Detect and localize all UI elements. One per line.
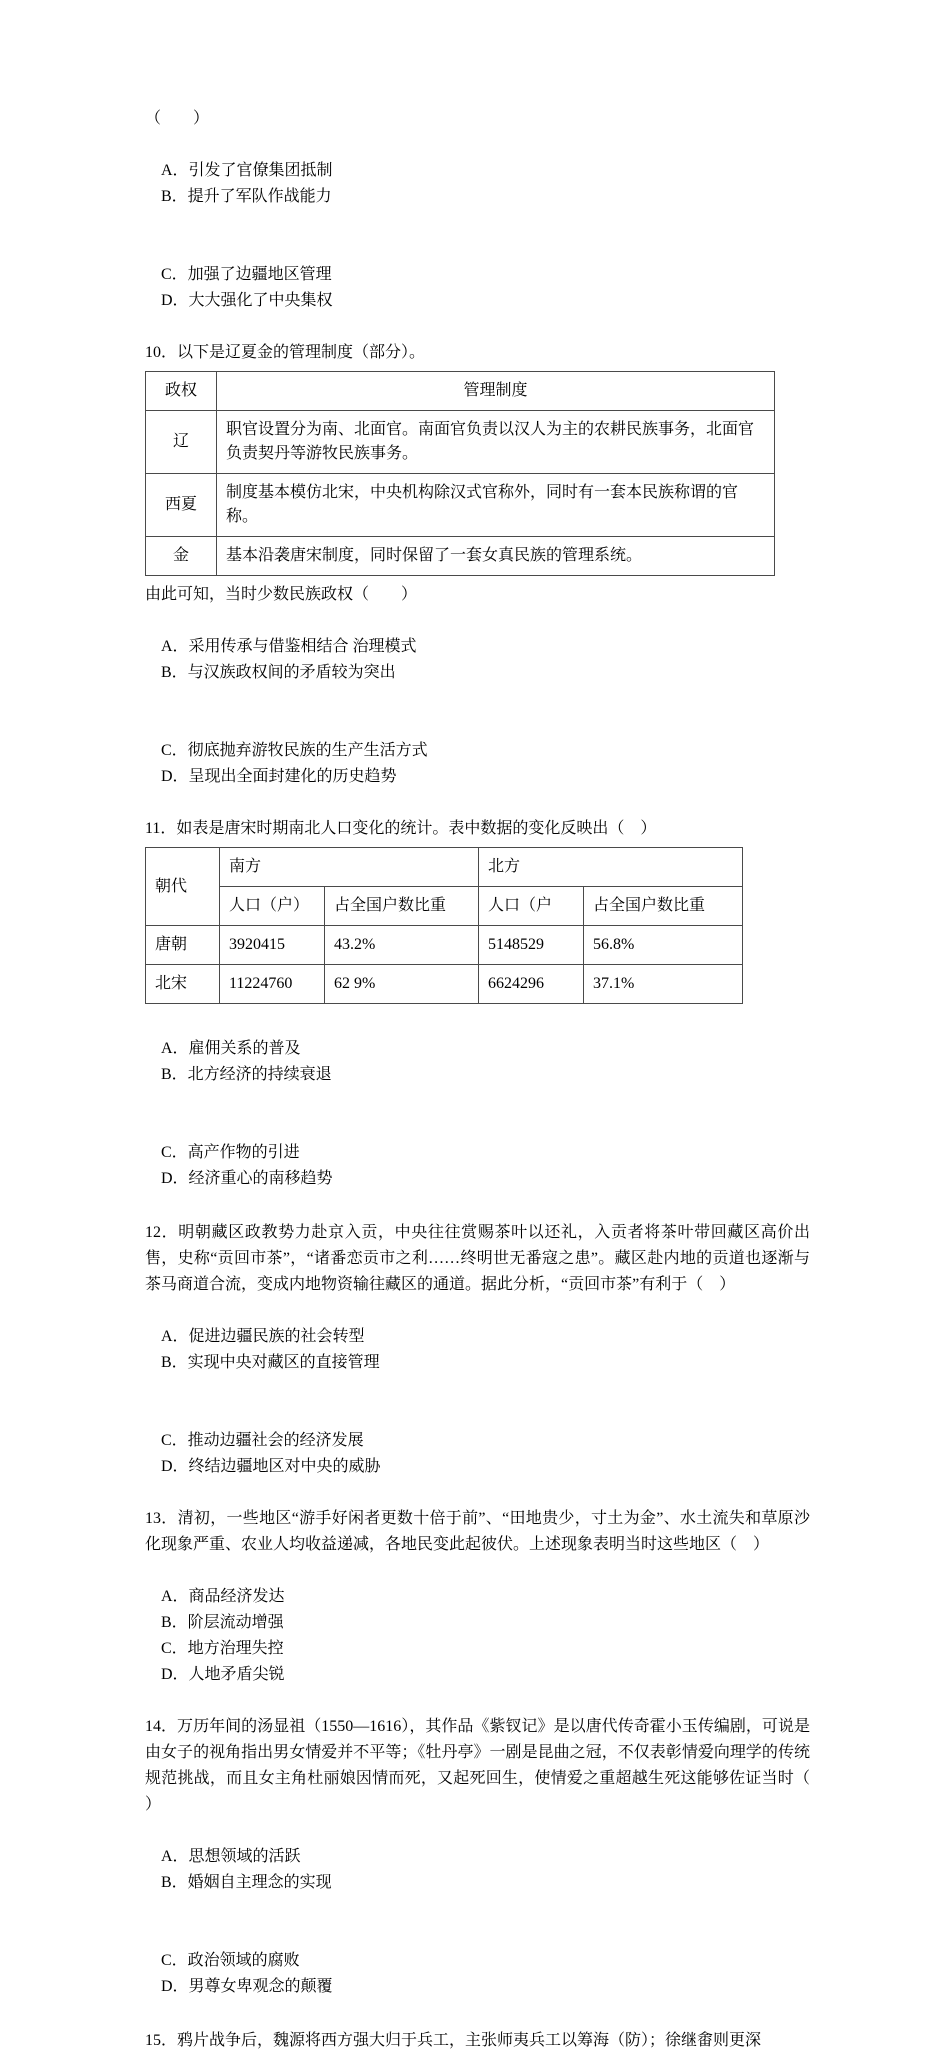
q14-option-a: A．思想领域的活跃 [161,1848,301,1865]
q12-option-d: D．终结边疆地区对中央的威胁 [161,1458,381,1475]
q12-option-c: C．推动边疆社会的经济发展 [161,1432,364,1449]
q11-option-b: B．北方经济的持续衰退 [161,1066,332,1083]
q10-option-d: D．呈现出全面封建化的历史趋势 [161,768,397,785]
q13-options-row [145,1558,810,1714]
cell-north-pct: 37.1% [584,965,743,1004]
q9-option-c: C．加强了边疆地区管理 [161,266,332,283]
q14-stem: 14．万历年间的汤显祖（1550—1616），其作品《紫钗记》是以唐代传奇霍小玉传编剧，可说是由女子的视角指出男女情爱并不平等；《牡丹亭》一剧是昆曲之冠，不仅表彰情爱向理学的传统规范挑战，而且女主角杜丽娘因情而死，又起死回生，使情爱之重超越生死这能够佐证当时（ ） [145,1718,826,1813]
q11-options-row-1 [145,1010,810,1114]
table-row [146,411,775,474]
table-row [146,965,743,1004]
population-table [145,847,743,1004]
cell-north-pop: 5148529 [479,926,584,965]
q11-option-c: C．高产作物的引进 [161,1144,300,1161]
subheader-north-pct: 占全国户数比重 [584,887,743,926]
q10-stem: 10．以下是辽夏金的管理制度（部分）。 [145,344,426,361]
cell-system: 基本沿袭唐宋制度，同时保留了一套女真民族的管理系统。 [217,537,775,576]
q11-option-d: D．经济重心的南移趋势 [161,1170,333,1187]
table-row [146,474,775,537]
cell-south-pct: 62 9% [325,965,479,1004]
header-regime: 政权 [146,372,217,411]
q10-conclusion: 由此可知，当时少数民族政权（ ） [145,586,418,603]
cell-north-pop: 6624296 [479,965,584,1004]
q13-option-d: D．人地矛盾尖锐 [161,1666,285,1683]
cell-north-pct: 56.8% [584,926,743,965]
q12-stem: 12．明朝藏区政教势力赴京入贡，中央往往赏赐茶叶以还礼，入贡者将茶叶带回藏区高价出售，史称“贡回市茶”，“诸番恋贡市之利……终明世无番寇之患”。藏区赴内地的贡道也逐渐与茶马商道合流，变成内地物资输往藏区的通道。据此分析，“贡回市茶”有利于（ ） [145,1224,810,1293]
table-row [146,537,775,576]
subheader-south-pop: 人口（户） [220,887,325,926]
q11-option-a: A．雇佣关系的普及 [161,1040,301,1057]
table-subheader-row [146,887,743,926]
cell-south-pop: 3920415 [220,926,325,965]
q15-stem: 15．鸦片战争后，魏源将西方强大归于兵工，主张师夷兵工以筹海（防）；徐继畬则更深 [145,2032,762,2049]
cell-regime: 西夏 [146,474,217,537]
q9-option-a: A．引发了官僚集团抵制 [161,162,333,179]
cell-south-pct: 43.2% [325,926,479,965]
table-row [146,926,743,965]
subheader-north-pop: 人口（户 [479,887,584,926]
q13-option-a: A．商品经济发达 [161,1588,285,1605]
header-south: 南方 [220,848,479,887]
q10-option-c: C．彻底抛弃游牧民族的生产生活方式 [161,742,428,759]
cell-regime: 辽 [146,411,217,474]
cell-system: 职官设置分为南、北面官。南面官负责以汉人为主的农耕民族事务，北面官负责契丹等游牧民族事务。 [217,411,775,474]
table-group-header-row [146,848,743,887]
table-header-row [146,372,775,411]
q13-option-c: C．地方治理失控 [161,1640,284,1657]
q11-stem: 11．如表是唐宋时期南北人口变化的统计。表中数据的变化反映出（ ） [145,820,657,837]
q13-stem: 13．清初，一些地区“游手好闲者更数十倍于前”、“田地贵少，寸土为金”、水土流失和草原沙化现象严重、农业人均收益递减，各地民变此起彼伏。上述现象表明当时这些地区（ ） [145,1510,810,1553]
liao-xia-jin-table [145,371,775,576]
q12-options-row-2 [145,1402,810,1506]
cell-regime: 金 [146,537,217,576]
q14-option-c: C．政治领域的腐败 [161,1952,300,1969]
header-dynasty: 朝代 [146,848,220,926]
q14-option-b: B．婚姻自主理念的实现 [161,1874,332,1891]
q13-option-b: B．阶层流动增强 [161,1614,284,1631]
q12-option-a: A．促进边疆民族的社会转型 [161,1328,365,1345]
q9-option-d: D．大大强化了中央集权 [161,292,333,309]
q14-option-d: D．男尊女卑观念的颠覆 [161,1978,333,1995]
subheader-south-pct: 占全国户数比重 [325,887,479,926]
cell-system: 制度基本模仿北宋，中央机构除汉式官称外，同时有一套本民族称谓的官称。 [217,474,775,537]
header-north: 北方 [479,848,743,887]
cell-south-pop: 11224760 [220,965,325,1004]
q11-options-row-2 [145,1114,810,1218]
q14-options-row-1 [145,1818,810,1922]
cell-dynasty: 唐朝 [146,926,220,965]
header-system: 管理制度 [217,372,775,411]
q12-options-row-1 [145,1298,810,1402]
q9-option-b: B．提升了军队作战能力 [161,188,332,205]
cell-dynasty: 北宋 [146,965,220,1004]
q9-options-row-2 [145,236,810,340]
q9-options-row-1 [145,132,810,236]
q14-options-row-2 [145,1922,810,2026]
q10-option-b: B．与汉族政权间的矛盾较为突出 [161,664,396,681]
q10-options-row-2 [145,712,810,816]
q10-options-row-1 [145,608,810,712]
q12-option-b: B．实现中央对藏区的直接管理 [161,1354,380,1371]
q10-option-a: A．采用传承与借鉴相结合 治理模式 [161,638,417,655]
q9-answer-bracket: （ ） [145,110,210,127]
